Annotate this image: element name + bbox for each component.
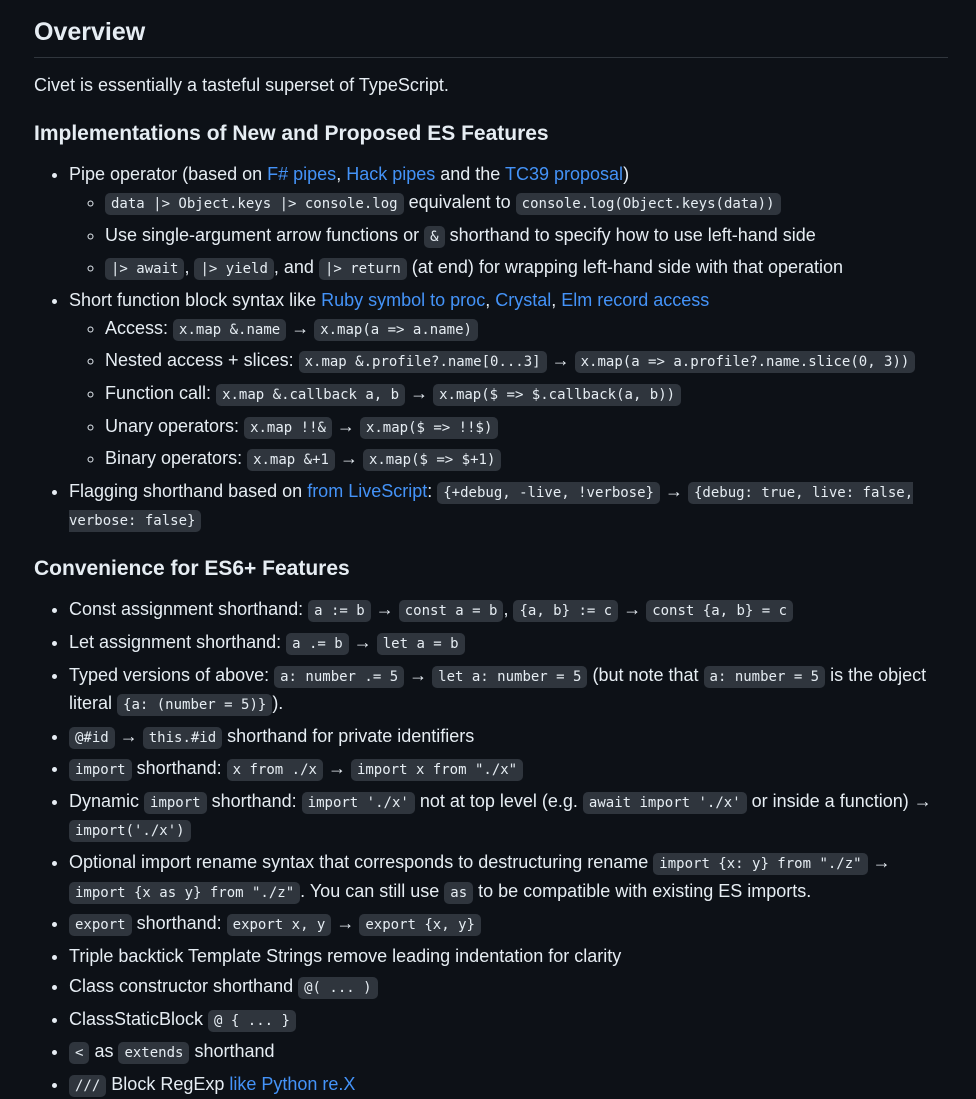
text: . You can still use: [300, 880, 445, 901]
text: equivalent to: [403, 191, 516, 212]
code-snippet: x.map !!&: [244, 417, 332, 439]
text: and the: [435, 163, 505, 184]
text: shorthand:: [131, 758, 227, 779]
arrow: →: [286, 317, 315, 338]
intro-paragraph: Civet is essentially a tasteful superset of TypeScript.: [34, 74, 449, 95]
list-item-nested-access: [105, 347, 948, 376]
text: ClassStaticBlock: [69, 1008, 209, 1029]
text: Optional import rename syntax that corresponds to destructuring rename: [69, 852, 654, 873]
list-item-unary: [105, 413, 948, 442]
code-snippet: await import './x': [583, 792, 747, 814]
text: ,: [551, 289, 562, 310]
code-snippet: const {a, b} = c: [646, 600, 793, 622]
python-rex-link[interactable]: like Python re.X: [229, 1073, 356, 1094]
code-snippet: import {x as y} from "./z": [69, 882, 300, 904]
code-snippet: {+debug, -live, !verbose}: [437, 482, 660, 504]
code-snippet: console.log(Object.keys(data)): [516, 193, 781, 215]
text: Unary operators:: [105, 415, 245, 436]
crystal-link[interactable]: Crystal: [495, 289, 552, 310]
text: ,: [336, 163, 347, 184]
arrow: →: [546, 350, 575, 371]
text: Short function block syntax like: [69, 289, 322, 310]
text: not at top level (e.g.: [414, 790, 583, 811]
list-item-import: [69, 755, 948, 784]
code-snippet: let a: number = 5: [432, 666, 587, 688]
code-snippet: x.map($ => !!$): [360, 417, 498, 439]
text: Let assignment shorthand:: [69, 631, 287, 652]
arrow: →: [404, 664, 433, 685]
text: ,: [503, 599, 514, 620]
list-item-pipe-equivalent: [105, 189, 948, 218]
short-function-sublist: [69, 315, 948, 474]
es-features-list: [34, 161, 948, 535]
list-item-class-static-block: [69, 1006, 948, 1035]
code-snippet: x from ./x: [227, 759, 323, 781]
list-item-dynamic-import: [69, 788, 948, 845]
text: Access:: [105, 317, 174, 338]
text: Const assignment shorthand:: [69, 599, 309, 620]
code-snippet: data |> Object.keys |> console.log: [105, 193, 404, 215]
code-snippet: x.map &+1: [247, 449, 335, 471]
arrow: →: [867, 852, 891, 873]
arrow: →: [370, 599, 399, 620]
code-snippet: const a = b: [399, 600, 504, 622]
list-item-pipe-arrow: [105, 222, 948, 251]
text: Block RegExp: [106, 1073, 230, 1094]
list-item-let: [69, 629, 948, 658]
code-snippet: a .= b: [286, 633, 349, 655]
arrow: →: [659, 480, 688, 501]
es-features-heading: Implementations of New and Proposed ES Features: [34, 121, 549, 145]
livescript-link[interactable]: from LiveScript: [307, 480, 428, 501]
list-item-triple-backtick: • Triple backtick Template Strings remove leading indentation for clarity: [69, 943, 948, 969]
code-snippet: {a: (number = 5)}: [117, 694, 272, 716]
code-snippet: import {x: y} from "./z": [653, 853, 867, 875]
code-snippet: x.map($ => $+1): [363, 449, 501, 471]
text: ,: [485, 289, 496, 310]
code-snippet: import: [69, 759, 132, 781]
arrow: →: [348, 631, 377, 652]
code-snippet: a: number = 5: [704, 666, 826, 688]
code-snippet: &: [424, 226, 444, 248]
arrow: →: [331, 415, 360, 436]
pipe-sublist: [69, 189, 948, 283]
text: Nested access + slices:: [105, 350, 299, 371]
list-item-class-constructor: [69, 973, 948, 1002]
code-snippet: a: number .= 5: [274, 666, 404, 688]
text: :: [427, 480, 438, 501]
code-snippet: export {x, y}: [359, 914, 481, 936]
text: Class constructor shorthand: [69, 975, 299, 996]
text: shorthand:: [131, 913, 227, 934]
code-snippet: export x, y: [227, 914, 332, 936]
text: Flagging shorthand based on: [69, 480, 308, 501]
text: shorthand: [189, 1041, 275, 1062]
tc39-proposal-link[interactable]: TC39 proposal: [504, 163, 624, 184]
text: ,: [184, 257, 195, 278]
code-snippet: as: [444, 882, 473, 904]
code-snippet: ///: [69, 1075, 106, 1097]
text: Typed versions of above:: [69, 664, 275, 685]
code-snippet: extends: [118, 1042, 189, 1064]
list-item-typed: [69, 662, 948, 719]
text: as: [89, 1041, 119, 1062]
text: Function call:: [105, 383, 217, 404]
text: to be compatible with existing ES imports.: [473, 880, 812, 901]
list-item-flagging: [69, 478, 948, 535]
arrow: →: [618, 599, 647, 620]
code-snippet: x.map(a => a.name): [314, 319, 478, 341]
overview-heading: Overview: [34, 16, 948, 58]
fsharp-pipes-link[interactable]: F# pipes: [267, 163, 337, 184]
text: (at end) for wrapping left-hand side with that operation: [406, 257, 844, 278]
text: ): [623, 163, 630, 184]
text: ).: [272, 693, 284, 714]
code-snippet: x.map &.callback a, b: [216, 384, 405, 406]
list-item-binary: [105, 445, 948, 474]
code-snippet: {debug: true, live: false, verbose: false}: [69, 482, 913, 533]
es6-convenience-list: [34, 596, 948, 1099]
code-snippet: |> await: [105, 258, 184, 280]
text: shorthand:: [206, 790, 302, 811]
text: (but note that: [587, 664, 704, 685]
code-snippet: import x from "./x": [351, 759, 523, 781]
text: Pipe operator (based on: [69, 163, 268, 184]
text: shorthand for private identifiers: [222, 725, 475, 746]
text: is the object literal: [69, 664, 927, 714]
text: , and: [273, 257, 319, 278]
code-snippet: export: [69, 914, 132, 936]
list-item-pipe-await: [105, 254, 948, 283]
list-item-extends: [69, 1038, 948, 1067]
list-item-private-id: [69, 723, 948, 752]
text: Binary operators:: [105, 448, 248, 469]
list-item-export: [69, 910, 948, 939]
ruby-symbol-link[interactable]: Ruby symbol to proc: [321, 289, 486, 310]
list-item-block-regexp: [69, 1071, 948, 1099]
code-snippet: x.map($ => $.callback(a, b)): [433, 384, 681, 406]
code-snippet: a := b: [308, 600, 371, 622]
code-snippet: |> yield: [194, 258, 273, 280]
text: or inside a function) →: [746, 790, 932, 811]
code-snippet: {a, b} := c: [513, 600, 618, 622]
list-item-function-call: [105, 380, 948, 409]
code-snippet: x.map &.profile?.name[0...3]: [299, 351, 547, 373]
list-item-access: [105, 315, 948, 344]
code-snippet: import('./x'): [69, 820, 191, 842]
arrow: →: [322, 758, 351, 779]
code-snippet: let a = b: [377, 633, 465, 655]
list-item-const: [69, 596, 948, 625]
list-item-short-function-block: [69, 287, 948, 474]
code-snippet: <: [69, 1042, 89, 1064]
text: Use single-argument arrow functions or: [105, 224, 425, 245]
code-snippet: import './x': [302, 792, 415, 814]
code-snippet: @( ... ): [298, 977, 377, 999]
text: Dynamic: [69, 790, 145, 811]
code-snippet: |> return: [319, 258, 407, 280]
code-snippet: x.map(a => a.profile?.name.slice(0, 3)): [575, 351, 916, 373]
code-snippet: @ { ... }: [208, 1010, 296, 1032]
code-snippet: x.map &.name: [173, 319, 286, 341]
list-item-pipe-operator: [69, 161, 948, 283]
elm-record-link[interactable]: Elm record access: [561, 289, 710, 310]
arrow: →: [405, 383, 434, 404]
arrow: →: [334, 448, 363, 469]
code-snippet: this.#id: [143, 727, 222, 749]
es6-convenience-heading: Convenience for ES6+ Features: [34, 557, 350, 581]
arrow: →: [331, 913, 360, 934]
list-item-import-rename: [69, 849, 948, 906]
text: shorthand to specify how to use left-hand side: [444, 224, 816, 245]
code-snippet: import: [144, 792, 207, 814]
hack-pipes-link[interactable]: Hack pipes: [346, 163, 436, 184]
code-snippet: @#id: [69, 727, 115, 749]
arrow: →: [114, 725, 143, 746]
